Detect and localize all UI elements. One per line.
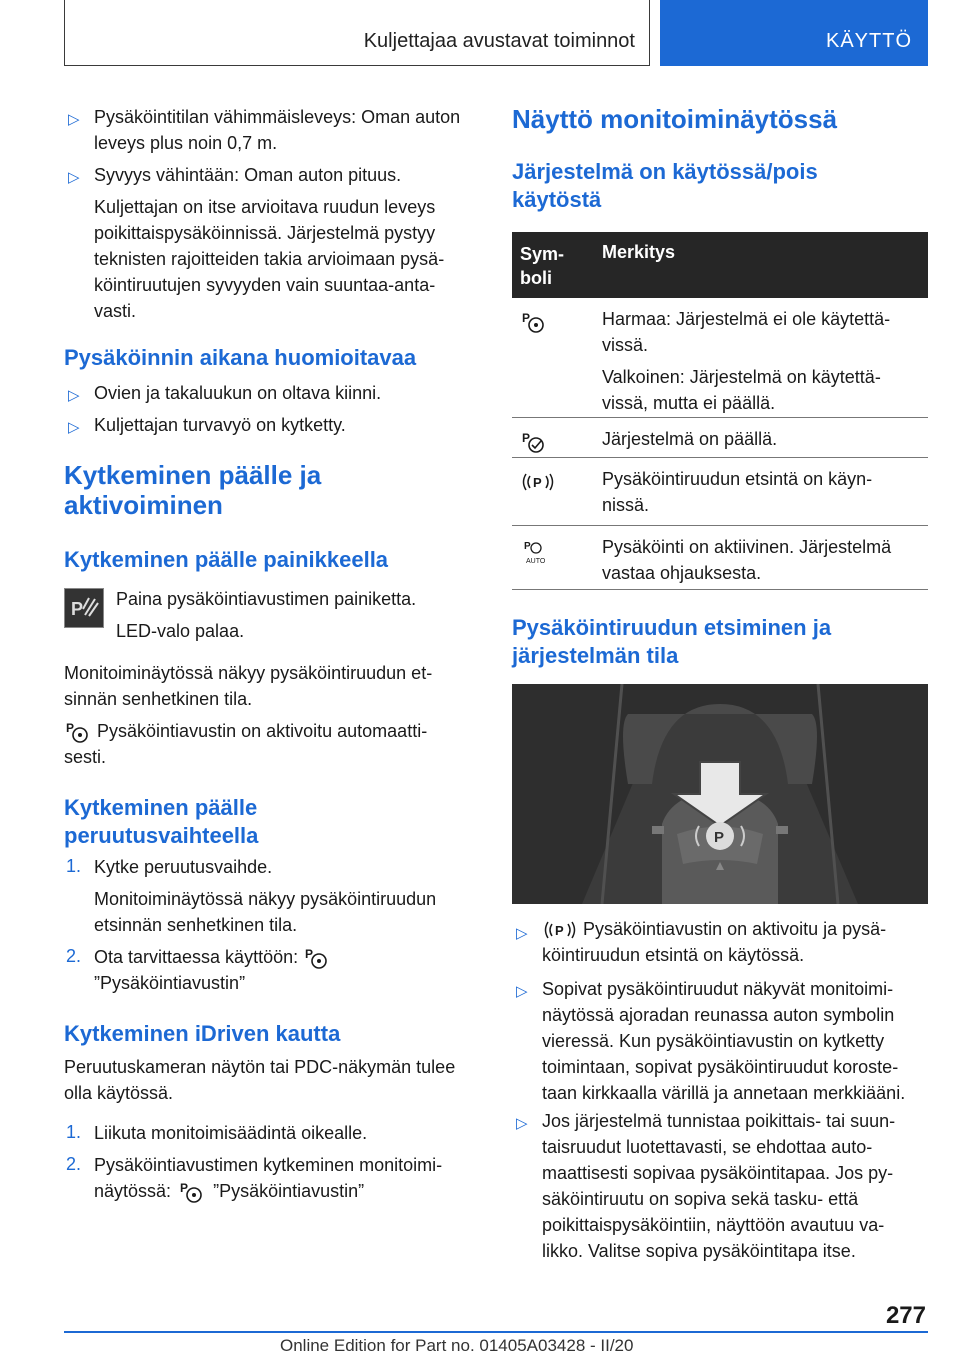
meaning-cell: Pysäköinti on aktiivinen. Järjestelmä vastaa ohjauksesta.	[602, 537, 892, 583]
footer-divider	[64, 1331, 928, 1333]
meaning-cell: Harmaa: Järjestelmä ei ole käytettä- vissä. Valkoinen: Järjestelmä on käytettä- vissä, mutta ei päällä.	[602, 309, 891, 413]
idrive-step1: Liikuta monitoimisäädintä oikealle.	[94, 1123, 368, 1143]
chapter-tab	[660, 0, 928, 66]
min-width-text: Pysäköintitilan vähimmäisleveys: Oman auton leveys plus noin 0,7 m.	[94, 107, 461, 153]
edition-text: Online Edition for Part no. 01405A03428 - II/20	[280, 1336, 634, 1355]
seatbelt-text: Kuljettajan turvavyö on kytketty.	[94, 415, 346, 435]
symbol-cell	[520, 310, 548, 339]
table-row	[512, 298, 928, 418]
search-active-text: P Pysäköintiavustin on aktivoitu ja pysä- köintiruudun etsintä on käytössä.	[542, 919, 887, 966]
step-number: 1.	[66, 856, 82, 876]
park-assist-button-icon	[64, 588, 104, 628]
heading-display: Näyttö monitoiminäytössä	[512, 104, 838, 134]
bullet-icon: ▷	[68, 169, 80, 186]
press-button-text: Paina pysäköintiavustimen painiketta.	[116, 589, 417, 609]
park-assist-steering-icon	[303, 946, 331, 970]
svg-text:AUTO: AUTO	[526, 558, 546, 565]
led-text: LED-valo palaa.	[116, 621, 245, 641]
svg-text:P: P	[714, 829, 725, 846]
col-meaning: Merkitys	[602, 242, 676, 262]
section-title: Kuljettajaa avustavat toiminnot	[363, 30, 635, 52]
heading-space-search: Pysäköintiruudun etsiminen ja järjestelmän tila	[512, 615, 832, 668]
svg-text:P: P	[555, 923, 564, 939]
heading-switch-on: Kytkeminen päälle ja aktivoiminen	[64, 460, 322, 520]
symbol-cell	[520, 470, 556, 499]
bullet-icon: ▷	[68, 419, 80, 436]
section-tab	[64, 0, 650, 66]
monitor-status-text: Monitoiminäytössä näkyy pysäköintiruudun et- sinnän senhetkinen tila.	[64, 663, 433, 709]
table-row	[512, 418, 928, 458]
auto-activated-text: P Pysäköintiavustin on aktivoitu automaatti- sesti.	[64, 721, 428, 768]
svg-text:P: P	[522, 311, 531, 325]
monitor-display-image	[512, 684, 928, 904]
parking-space-search-icon	[542, 918, 578, 942]
page-number: 277	[885, 1302, 926, 1329]
chapter-title: KÄYTTÖ	[825, 30, 912, 52]
table-row	[512, 458, 928, 526]
table-header	[512, 232, 928, 298]
parking-space-search-icon	[520, 470, 556, 494]
symbol-cell	[520, 538, 550, 571]
reverse-step2: Ota tarvittaessa käyttöön: P ”Pysäköintiavustin”	[94, 944, 484, 996]
heading-button: Kytkeminen päälle painikkeella	[64, 547, 389, 572]
heading-idrive: Kytkeminen iDriven kautta	[64, 1021, 341, 1046]
reverse-step1: Kytke peruutusvaihde.	[94, 857, 273, 877]
step-number: 2.	[66, 1154, 82, 1174]
suitable-spaces-text: Sopivat pysäköintiruudut näkyvät monitoimi- näytössä ajoradan reunassa auton symbolin vieressä. Kun pysäköintiavustin on kytketty toimintaan, sopivat pysäköintiruudut koroste- taan kirkkaalla värillä ja annetaan merkkiääni.	[542, 979, 906, 1103]
svg-text:P: P	[180, 1181, 189, 1196]
table-row	[512, 526, 928, 590]
heading-parking-notes: Pysäköinnin aikana huomioitavaa	[64, 345, 417, 370]
svg-text:P: P	[522, 431, 531, 445]
svg-text:P: P	[71, 599, 84, 619]
park-assist-steering-icon	[520, 310, 548, 334]
park-assist-on-icon	[520, 430, 548, 454]
bullet-icon: ▷	[68, 387, 80, 404]
meaning-cell: Järjestelmä on päällä.	[602, 429, 778, 449]
step-number: 2.	[66, 946, 82, 966]
depth-text: Syvyys vähintään: Oman auton pituus.	[94, 165, 402, 185]
parking-mode-text: Jos järjestelmä tunnistaa poikittais- tai suun- taisruudut luotettavasti, se ehdottaa auto- maattisesti sopivaa pysäköintitapaa. Jos py- säköintiruutu on sopiva sekä tasku- että poikittaispysäköintiin, näyttöön avautuu va- likko. Valitse sopiva pysäköintitapa itse.	[542, 1111, 896, 1261]
symbol-table	[512, 232, 928, 590]
reverse-step1-note: Monitoiminäytössä näkyy pysäköintiruudun etsinnän senhetkinen tila.	[94, 889, 437, 935]
parking-auto-icon	[520, 538, 550, 566]
bullet-icon: ▷	[68, 111, 80, 128]
svg-text:P: P	[533, 475, 542, 490]
col-symbol: Sym- boli	[520, 244, 565, 288]
step-number: 1.	[66, 1122, 82, 1142]
park-assist-steering-icon	[64, 720, 92, 744]
meaning-cell: Pysäköintiruudun etsintä on käyn- nissä.	[602, 469, 873, 515]
park-assist-steering-icon	[176, 1180, 208, 1204]
heading-system-state: Järjestelmä on käytössä/pois käytöstä	[512, 159, 818, 212]
svg-text:P: P	[524, 541, 531, 552]
page-header	[64, 0, 928, 66]
bullet-icon: ▷	[516, 925, 528, 942]
svg-text:P: P	[305, 947, 314, 962]
bullet-icon: ▷	[516, 1115, 528, 1132]
idrive-text: Peruutuskameran näytön tai PDC-näkymän tulee olla käytössä.	[64, 1057, 456, 1103]
bullet-icon: ▷	[516, 983, 528, 1000]
depth-note: Kuljettajan on itse arvioitava ruudun leveys poikittaispysäköinnissä. Järjestelmä pystyy teknisten rajoitteiden takia arvioimaan pysä- köintiruutujen syvyyden vain suuntaa-anta- vasti.	[94, 197, 445, 321]
idrive-step2: Pysäköintiavustimen kytkeminen monitoimi- näytössä: P ”Pysäköintiavustin”	[94, 1152, 484, 1204]
symbol-cell	[520, 430, 548, 459]
heading-reverse: Kytkeminen päälle peruutusvaihteella	[64, 795, 259, 848]
doors-text: Ovien ja takaluukun on oltava kiinni.	[94, 383, 382, 403]
svg-text:P: P	[66, 721, 75, 736]
